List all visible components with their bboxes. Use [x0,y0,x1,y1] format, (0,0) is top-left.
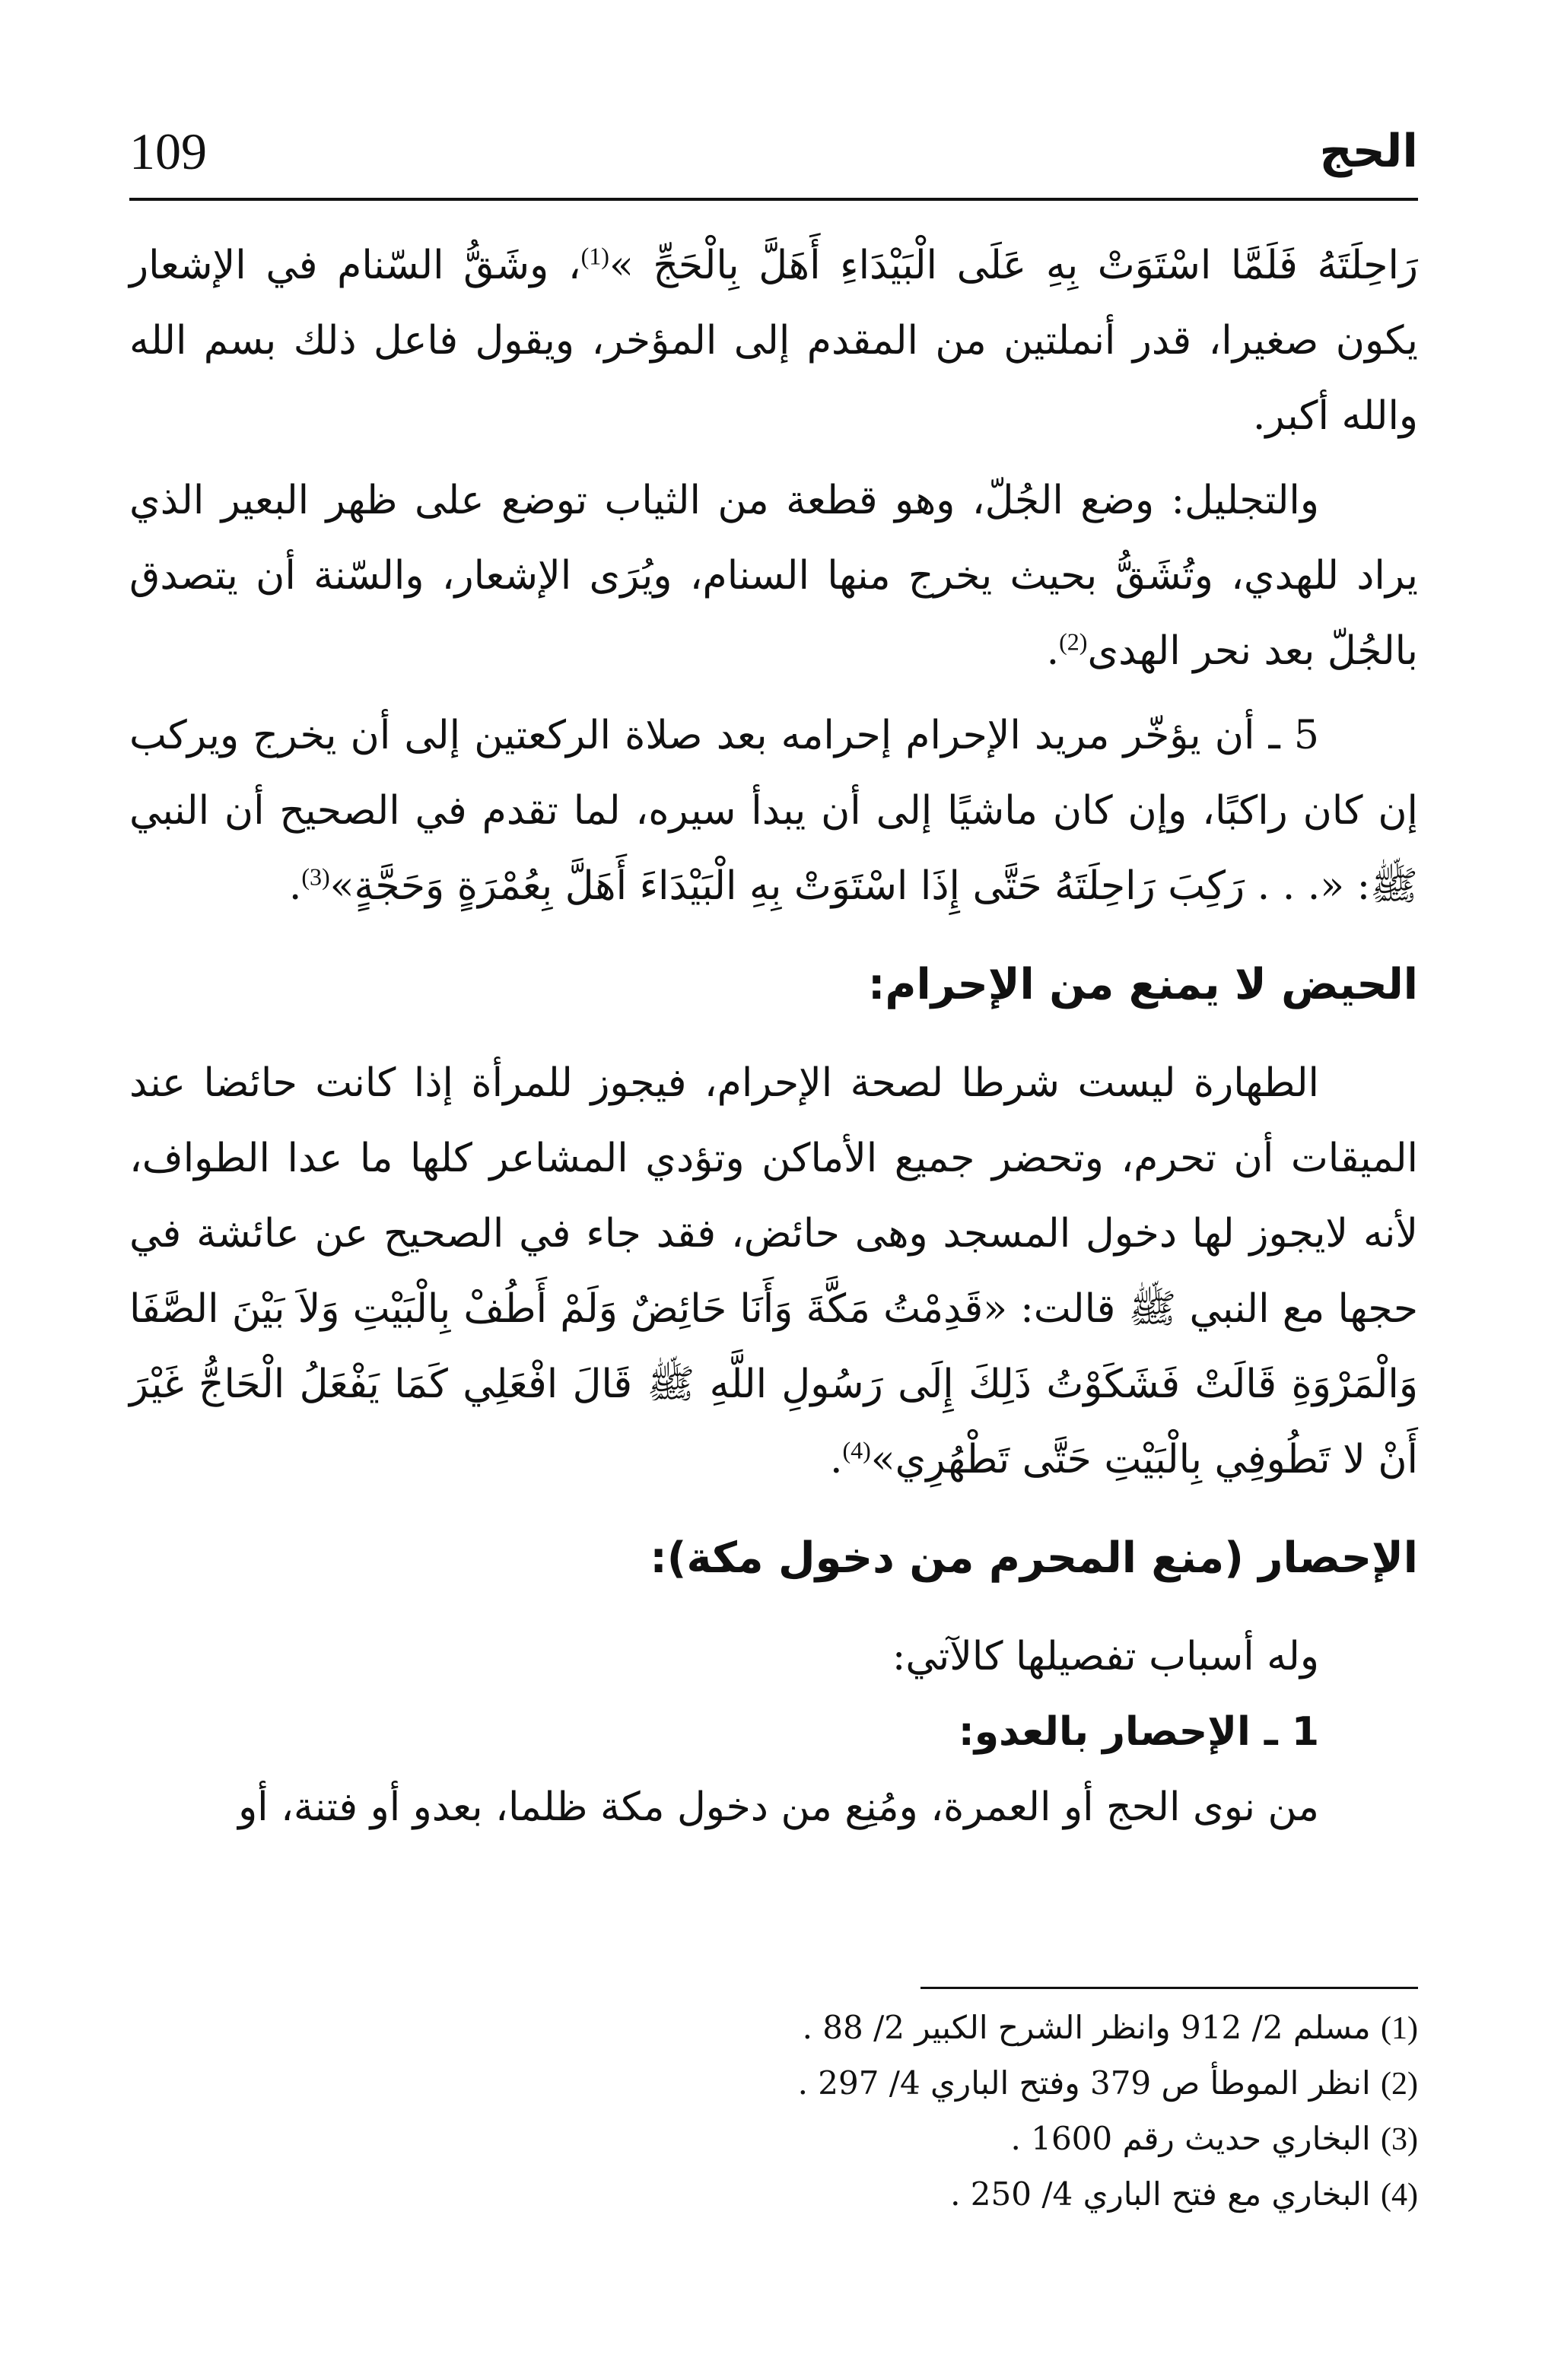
paragraph-4 [129,1046,1418,1498]
section-heading-ihsar: الإحصار (منع المحرم من دخول مكة): [650,1533,1418,1583]
footnote-1-text: مسلم 2/ 912 وانظر الشرح الكبير 2/ 88 . [802,2009,1371,2046]
paragraph-6: من نوى الحج أو العمرة، ومُنِع من دخول مكة ظلما، بعدو أو فتنة، أو [238,1784,1319,1830]
paragraph-3-text: 5 ـ أن يؤخّر مريد الإحرام إحرامه بعد صلاة الركعتين إلى أن يخرج ويركب إن كان راكبًا، وإن كان ماشيًا إلى أن يبدأ سيره، لما تقدم في الصحيح أن النبي ﷺ: «. . . رَكِبَ رَاحِلَتَهُ حَتَّى إِذَا اسْتَوَتْ بِهِ الْبَيْدَاءَ أَهَلَّ بِعُمْرَةٍ وَحَجَّةٍ» [129,713,1418,909]
footnote-4 [685,2167,1418,2223]
footnote-3 [685,2111,1418,2167]
footnote-2-number: (2) [1381,2067,1418,2102]
footnote-3-text: البخاري حديث رقم 1600 . [1010,2120,1371,2157]
footnote-4-number: (4) [1381,2178,1418,2213]
paragraph-1 [129,228,1418,454]
footnote-1 [685,2000,1418,2056]
footnote-3-number: (3) [1381,2122,1418,2157]
section-heading-menstruation: الحيض لا يمنع من الإحرام: [868,960,1418,1009]
paragraph-1-text: رَاحِلَتَهُ فَلَمَّا اسْتَوَتْ بِهِ عَلَى الْبَيْدَاءِ أَهَلَّ بِالْحَجِّ » [609,243,1419,288]
paragraph-5: وله أسباب تفصيلها كالآتي: [892,1634,1319,1679]
paragraph-3-text-after: . [288,863,302,909]
footnote-2-text: انظر الموطأ ص 379 وفتح الباري 4/ 297 . [797,2064,1371,2102]
footnote-ref-2: (2) [1059,628,1088,656]
footnote-4-text: البخاري مع فتح الباري 4/ 250 . [950,2175,1371,2213]
footnote-ref-3: (3) [301,863,330,891]
paragraph-4-text-after: . [829,1437,843,1482]
paragraph-2-text-after: . [1046,628,1060,674]
page-header [129,114,1418,201]
subheading-enemy: 1 ـ الإحصار بالعدو: [958,1709,1319,1755]
footnote-2 [685,2056,1418,2111]
footnote-ref-4: (4) [842,1436,871,1464]
paragraph-3 [129,698,1418,924]
paragraph-2-text: والتجليل: وضع الجُلّ، وهو قطعة من الثياب توضع على ظهر البعير الذي يراد للهدي، وتُشَقُّ بحيث يخرج منها السنام، ويُرَى الإشعار، والسّنة أن يتصدق بالجُلّ بعد نحر الهدى [129,478,1418,674]
page-number: 109 [129,122,207,180]
running-title: الحج [1319,125,1418,178]
footnotes [685,2000,1418,2223]
footnote-ref-1: (1) [580,242,609,270]
footnote-separator [920,1987,1418,1989]
footnote-1-number: (1) [1381,2011,1418,2046]
paragraph-2 [129,463,1418,689]
paragraph-1-text-after: ، وشَقُّ السّنام في الإشعار يكون صغيرا، قدر أنملتين من المقدم إلى المؤخر، ويقول فاعل ذلك بسم الله والله أكبر. [129,243,1418,439]
paragraph-4-text: الطهارة ليست شرطا لصحة الإحرام، فيجوز للمرأة إذا كانت حائضا عند الميقات أن تحرم، وتحضر جميع الأماكن وتؤدي المشاعر كلها ما عدا الطواف، لأنه لايجوز لها دخول المسجد وهى حائض، فقد جاء في الصحيح عن عائشة في حجها مع النبي ﷺ قالت: «قَدِمْتُ مَكَّةَ وَأَنَا حَائِضٌ وَلَمْ أَطُفْ بِالْبَيْتِ وَلاَ بَيْنَ الصَّفَا وَالْمَرْوَةِ قَالَتْ فَشَكَوْتُ ذَلِكَ إِلَى رَسُولِ اللَّهِ ﷺ قَالَ افْعَلِي كَمَا يَفْعَلُ الْحَاجُّ غَيْرَ أَنْ لا تَطُوفِي بِالْبَيْتِ حَتَّى تَطْهُرِي» [129,1060,1418,1482]
main-text [129,228,1418,1845]
